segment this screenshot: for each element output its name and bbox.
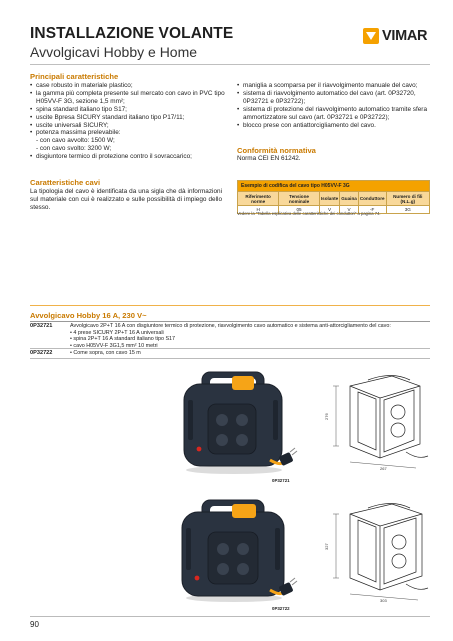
table-header: Tensione nominale	[279, 192, 320, 206]
product-desc-line: • spina 2P+T 16 A standard italiano tipo S17	[70, 336, 176, 343]
cable-code-table	[237, 180, 430, 214]
table-cell: 3G	[386, 206, 429, 214]
product-description	[70, 323, 430, 349]
feature-item: • sistema di protezione del riavvolgimento automatico tramite sfera ammortizzatore sul cavo (art. 0P32721 e 0P32722);	[237, 106, 430, 122]
cables-text: La tipologia del cavo è identificata da una sigla che dà informazioni sul materiale con cui è realizzato e sulle possibilità di impiego dello stesso.	[30, 188, 222, 212]
product-photo-0P32721	[172, 370, 302, 480]
feature-item: • disgiuntore termico di protezione contro il sovraccarico;	[30, 153, 225, 161]
table-cell: V	[319, 206, 339, 214]
features-column-left	[30, 82, 225, 161]
table-caption: Esempio di codifica del cavo tipo H05VV-F 3G	[238, 181, 430, 192]
feature-subitem: - con cavo svolto: 3200 W;	[36, 145, 112, 153]
section-title-norms: Conformità normativa	[237, 146, 316, 155]
feature-item: • case robusto in materiale plastico;	[30, 82, 225, 90]
product-divider	[30, 348, 430, 349]
brand-mark-icon	[363, 28, 379, 44]
table-header: Guaina	[340, 192, 359, 206]
table-header: Numero di fili (N.L.g)	[386, 192, 429, 206]
page-title: INSTALLAZIONE VOLANTE	[30, 25, 234, 42]
page-subtitle: Avvolgicavi Hobby e Home	[30, 44, 198, 60]
product-code: 0P32721	[30, 323, 53, 329]
product-desc-line: • 4 prese SICURY 2P+T 16 A universali	[70, 329, 164, 336]
brand-name: VIMAR	[382, 28, 428, 44]
photo-label: 0P32722	[272, 606, 290, 611]
product-description: • Come sopra, con cavo 15 m	[70, 350, 141, 356]
feature-item: • uscite universali SICURY;	[30, 122, 225, 130]
feature-item: • maniglia a scomparsa per il riavvolgimento manuale del cavo;	[237, 82, 430, 90]
table-header: Conduttore	[358, 192, 386, 206]
dimension-width: 267	[380, 466, 387, 471]
section-title-cables: Caratteristiche cavi	[30, 178, 101, 187]
header-divider	[30, 64, 430, 65]
table-cell: 05	[279, 206, 320, 214]
product-divider	[30, 321, 430, 322]
feature-item: • la gamma più completa presente sul mercato con cavo in PVC tipo H05VV-F 3G, sezione 1,5 mm²;	[30, 90, 225, 106]
feature-item: • sistema di riavvolgimento automatico del cavo (art. 0P32720, 0P32721 e 0P32722);	[237, 90, 430, 106]
footer-divider	[30, 616, 430, 617]
table-header: Riferimento norme	[238, 192, 279, 206]
feature-item: • uscite Bpresa SICURY standard italiano tipo P17/11;	[30, 114, 225, 122]
dimension-drawing-0P32721	[322, 372, 434, 472]
product-desc-line: Avvolgicavo 2P+T 16 A con disgiuntore termico di protezione, riavvolgimento cavo automatico e sistema anti-attorcigliamento del cavo:	[70, 323, 391, 329]
section-divider	[30, 305, 430, 306]
table-note: Vedere la "Tabella esplicativa delle caratteristiche dei conduttori" a pagina 74.	[237, 211, 381, 216]
feature-item: • potenza massima prelevabile:	[30, 129, 225, 137]
feature-item: • spina standard italiano tipo S17;	[30, 106, 225, 114]
dimension-width: 303	[380, 598, 387, 603]
photo-label: 0P32721	[272, 478, 290, 483]
norms-text: Norma CEI EN 61242.	[237, 155, 301, 162]
product-photo-0P32722	[172, 498, 302, 608]
section-title-product: Avvolgicavo Hobby 16 A, 230 V~	[30, 311, 147, 320]
page-number: 90	[30, 620, 39, 629]
table-cell: V	[340, 206, 359, 214]
product-code: 0P32722	[30, 350, 53, 356]
product-divider	[30, 358, 430, 359]
feature-item: • blocco prese con antiattorcigliamento del cavo.	[237, 122, 430, 130]
table-cell: -F	[358, 206, 386, 214]
product-desc-line: • cavo H05VV-F 3G1,5 mm² 10 metri	[70, 342, 158, 349]
feature-subitem: - con cavo avvolto: 1500 W;	[36, 137, 115, 145]
table-header: Isolante	[319, 192, 339, 206]
table-cell: H	[238, 206, 279, 214]
dimension-height: 327	[324, 543, 329, 550]
dimension-drawing-0P32722	[322, 500, 434, 604]
dimension-height: 276	[324, 413, 329, 420]
section-title-features: Principali caratteristiche	[30, 72, 119, 81]
features-column-right	[237, 82, 430, 129]
brand-logo	[363, 28, 429, 44]
